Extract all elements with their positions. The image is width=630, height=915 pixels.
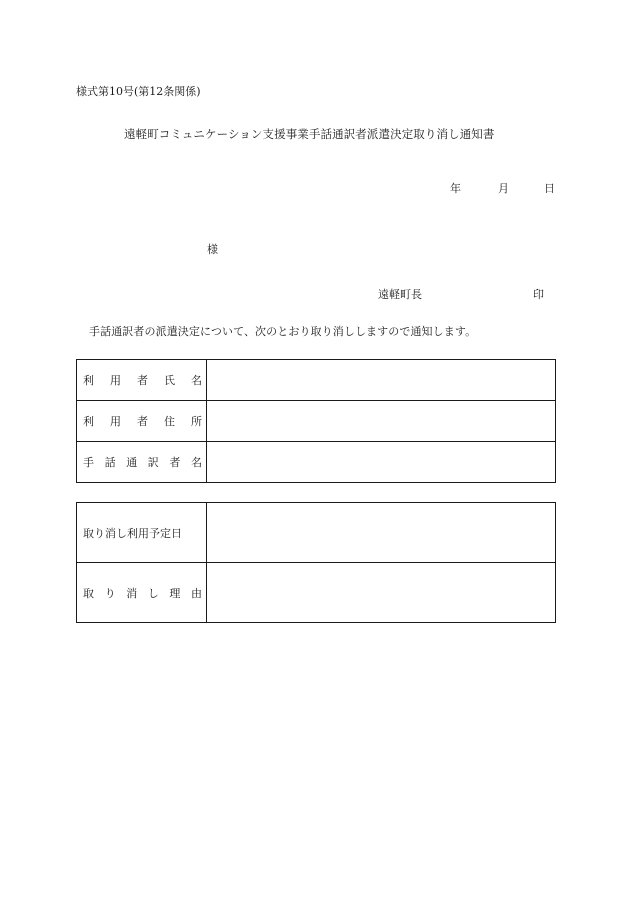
label-char: 者 — [137, 374, 148, 387]
label-char: 名 — [190, 456, 202, 469]
cancellation-date-label — [77, 503, 207, 563]
document-title: 遠軽町コミュニケーション支援事業手話通訳者派遣決定取り消し通知書 — [124, 127, 495, 141]
date-year-label: 年 — [450, 182, 461, 195]
label-text: 取り消し利用予定日 — [83, 526, 182, 540]
label-char: 用 — [110, 374, 121, 387]
user-name-label — [77, 360, 207, 401]
cancellation-reason-field[interactable] — [207, 563, 556, 623]
user-address-label — [77, 401, 207, 442]
label-char: 住 — [164, 415, 175, 428]
label-char: 利 — [83, 415, 94, 428]
date-day-label: 日 — [544, 182, 555, 195]
label-char: 用 — [110, 415, 121, 428]
label-char: 理 — [169, 586, 181, 600]
table-row — [77, 442, 556, 483]
label-char: 所 — [191, 415, 202, 428]
seal-mark: 印 — [533, 288, 544, 301]
label-char: 者 — [169, 456, 181, 469]
interpreter-name-field[interactable] — [207, 442, 556, 483]
table-row — [77, 401, 556, 442]
label-char: 利 — [83, 374, 94, 387]
label-char: 訳 — [147, 456, 159, 469]
user-address-field[interactable] — [207, 401, 556, 442]
date-month-label: 月 — [498, 182, 509, 195]
label-char: 消 — [126, 586, 138, 600]
table-row — [77, 360, 556, 401]
form-number: 様式第10号(第12条関係) — [76, 85, 201, 98]
user-info-table — [76, 359, 556, 483]
issuer-name: 遠軽町長 — [378, 288, 422, 301]
interpreter-name-label — [77, 442, 207, 483]
cancellation-reason-label — [77, 563, 207, 623]
notice-body-text: 手話通訳者の派遣決定について、次のとおり取り消ししますので通知します。 — [89, 325, 477, 338]
label-char: 由 — [190, 586, 202, 600]
label-char: 通 — [126, 456, 138, 469]
label-char: 氏 — [164, 374, 175, 387]
label-char: 手 — [83, 456, 94, 469]
label-char: 話 — [104, 456, 116, 469]
label-char: 者 — [137, 415, 148, 428]
table-row — [77, 503, 556, 563]
label-char: 名 — [191, 374, 202, 387]
cancellation-info-table — [76, 502, 556, 623]
label-char: し — [147, 586, 159, 600]
table-row — [77, 563, 556, 623]
user-name-field[interactable] — [207, 360, 556, 401]
label-char: 取 — [83, 586, 94, 600]
label-char: り — [104, 586, 116, 600]
cancellation-date-field[interactable] — [207, 503, 556, 563]
addressee-honorific: 様 — [207, 243, 218, 256]
